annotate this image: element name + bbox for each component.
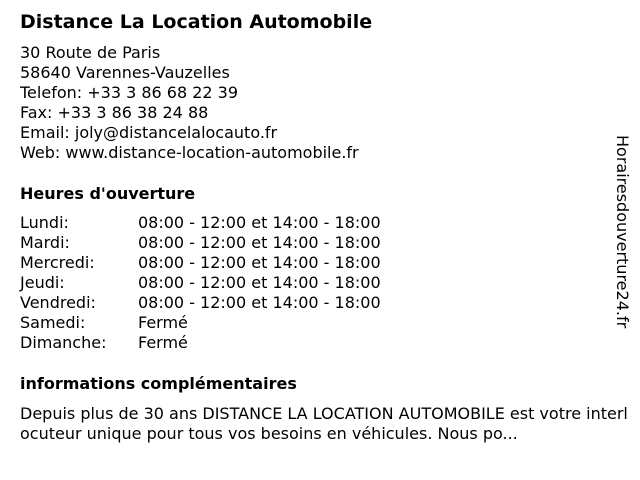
website-address: Web: www.distance-location-automobile.fr bbox=[20, 143, 359, 162]
day-hours: 08:00 - 12:00 et 14:00 - 18:00 bbox=[138, 293, 381, 312]
address-city: 58640 Varennes-Vauzelles bbox=[20, 63, 230, 82]
additional-info-heading: informations complémentaires bbox=[20, 374, 297, 393]
opening-hours-heading: Heures d'ouverture bbox=[20, 184, 196, 203]
day-label: Mardi: bbox=[20, 233, 70, 252]
day-hours: 08:00 - 12:00 et 14:00 - 18:00 bbox=[138, 213, 381, 232]
day-label: Lundi: bbox=[20, 213, 69, 232]
day-hours: Fermé bbox=[138, 333, 188, 352]
day-label: Samedi: bbox=[20, 313, 86, 332]
day-hours: 08:00 - 12:00 et 14:00 - 18:00 bbox=[138, 273, 381, 292]
address-street: 30 Route de Paris bbox=[20, 43, 161, 62]
day-hours: 08:00 - 12:00 et 14:00 - 18:00 bbox=[138, 233, 381, 252]
contact-block bbox=[20, 43, 359, 163]
side-brand-watermark bbox=[612, 135, 632, 345]
additional-info-text: Depuis plus de 30 ans DISTANCE LA LOCATION AUTOMOBILE est votre interlocuteur unique pour tous vos besoins en véhicules. Nous po... bbox=[20, 404, 628, 443]
phone-number: Telefon: +33 3 86 68 22 39 bbox=[20, 83, 239, 102]
fax-number: Fax: +33 3 86 38 24 88 bbox=[20, 103, 209, 122]
email-address: Email: joly@distancelalocauto.fr bbox=[20, 123, 278, 142]
day-hours: 08:00 - 12:00 et 14:00 - 18:00 bbox=[138, 253, 381, 272]
day-label: Dimanche: bbox=[20, 333, 107, 352]
day-hours: Fermé bbox=[138, 313, 188, 332]
day-label: Vendredi: bbox=[20, 293, 96, 312]
business-name: Distance La Location Automobile bbox=[20, 11, 373, 33]
day-label: Jeudi: bbox=[20, 273, 65, 292]
side-brand-text: Horairesdouverture24.fr bbox=[613, 135, 632, 329]
day-label: Mercredi: bbox=[20, 253, 95, 272]
